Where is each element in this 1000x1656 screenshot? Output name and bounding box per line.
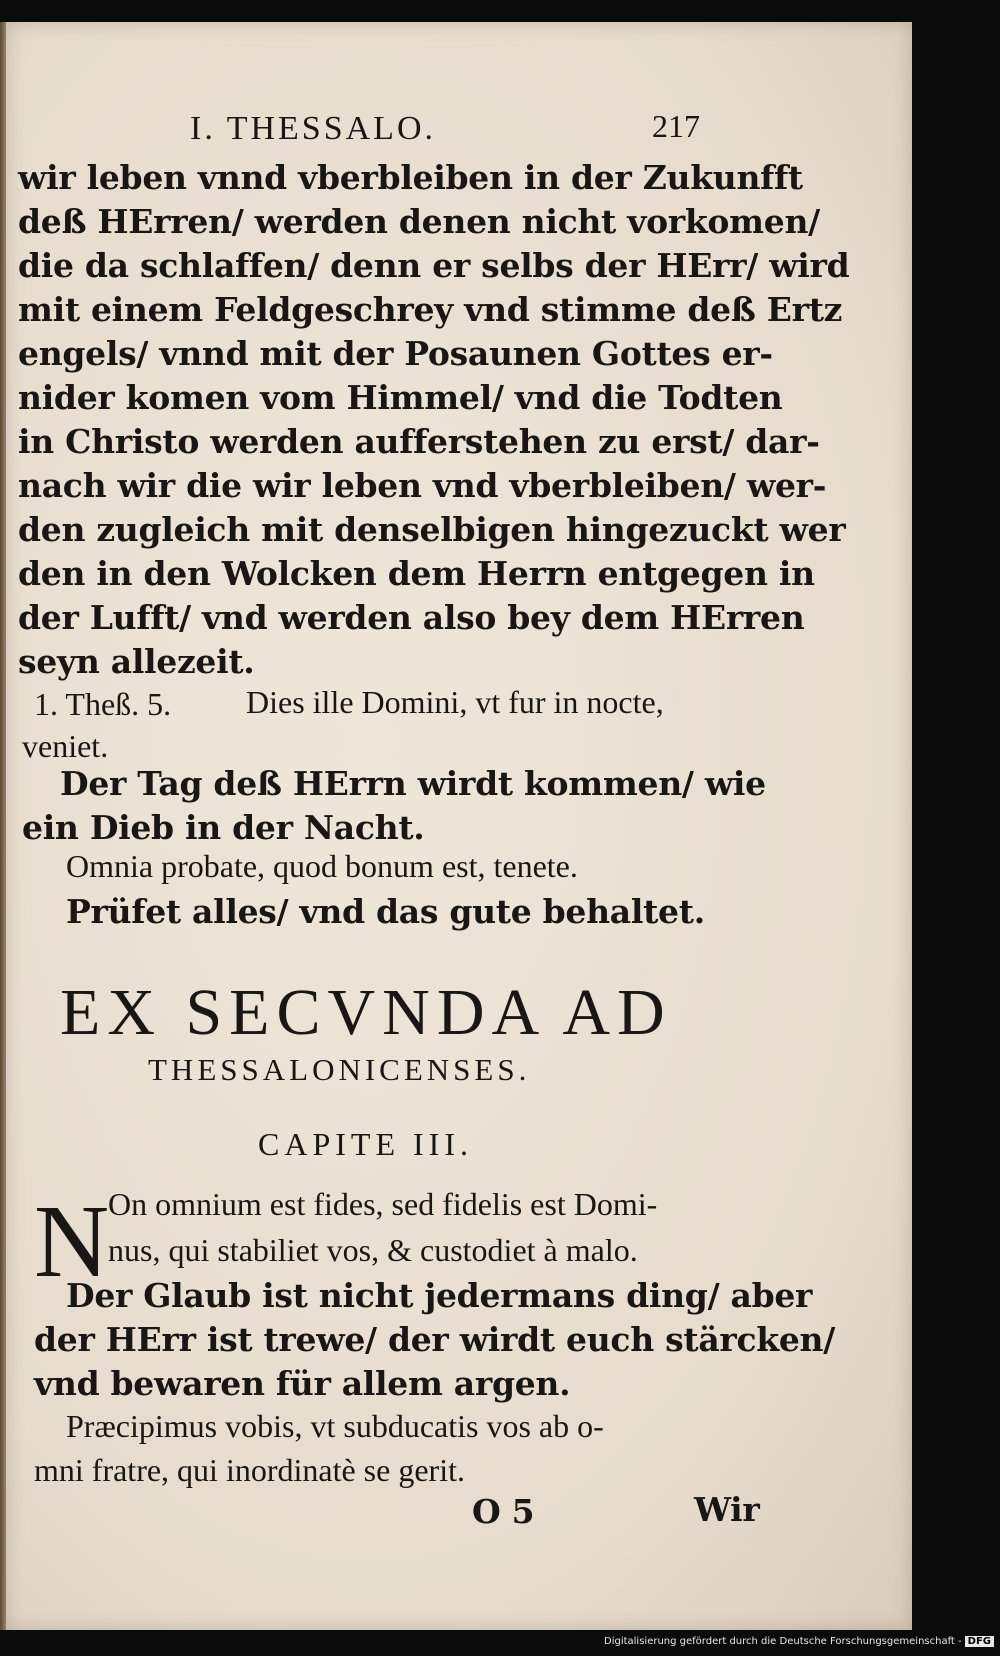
text-line: der HErr ist trewe/ der wirdt euch stärcken/: [34, 1320, 835, 1359]
text-line: Prüfet alles/ vnd das gute behaltet.: [66, 892, 705, 931]
chapter-heading: CAPITE III.: [258, 1126, 473, 1162]
latin-line: Omnia probate, quod bonum est, tenete.: [66, 848, 578, 884]
text-line: in Christo werden aufferstehen zu erst/ dar-: [18, 422, 820, 461]
latin-line: Præcipimus vobis, vt subducatis vos ab o-: [66, 1408, 604, 1444]
credit-text: Digitalisierung gefördert durch die Deutsche Forschungsgemeinschaft -: [604, 1636, 962, 1647]
running-title: I. THESSALO.: [190, 110, 436, 147]
section-subtitle: THESSALONICENSES.: [148, 1052, 531, 1087]
text-line: Der Tag deß HErrn wirdt kommen/ wie: [60, 764, 766, 803]
text-line: Der Glaub ist nicht jedermans ding/ aber: [66, 1276, 813, 1315]
text-line: der Lufft/ vnd werden also bey dem HErren: [18, 598, 805, 637]
latin-line: On omnium est fides, sed fidelis est Domi-: [108, 1186, 658, 1222]
text-line: ein Dieb in der Nacht.: [22, 808, 425, 847]
text-line: engels/ vnnd mit der Posaunen Gottes er-: [18, 334, 773, 373]
section-title: EX SECVNDA AD: [60, 976, 672, 1049]
latin-line: veniet.: [22, 728, 109, 764]
text-line: vnd bewaren für allem argen.: [34, 1364, 571, 1403]
digitization-credit: [604, 1636, 994, 1647]
text-line: die da schlaffen/ denn er selbs der HErr/ wird: [18, 246, 850, 285]
catchword: Wir: [694, 1490, 760, 1529]
text-line: den zugleich mit denselbigen hingezuckt wer: [18, 510, 846, 549]
latin-line: nus, qui stabiliet vos, & custodiet à malo.: [108, 1232, 638, 1268]
signature-mark: O 5: [472, 1492, 535, 1531]
text-line: den in den Wolcken dem Herrn entgegen in: [18, 554, 815, 593]
latin-line: mni fratre, qui inordinatè se gerit.: [34, 1452, 465, 1488]
drop-cap-letter: N: [34, 1184, 110, 1299]
text-line: nach wir die wir leben vnd vberbleiben/ wer-: [18, 466, 827, 505]
latin-line: Dies ille Domini, vt fur in nocte,: [246, 684, 664, 720]
text-line: wir leben vnnd vberbleiben in der Zukunfft: [18, 158, 803, 197]
text-line: deß HErren/ werden denen nicht vorkomen/: [18, 202, 820, 241]
scripture-citation: 1. Theß. 5.: [34, 686, 172, 722]
text-line: mit einem Feldgeschrey vnd stimme deß Ertz: [18, 290, 843, 329]
page-number: 217: [652, 108, 700, 144]
dfg-logo: DFG: [965, 1636, 994, 1647]
text-line: seyn allezeit.: [18, 642, 255, 681]
text-line: nider komen vom Himmel/ vnd die Todten: [18, 378, 783, 417]
